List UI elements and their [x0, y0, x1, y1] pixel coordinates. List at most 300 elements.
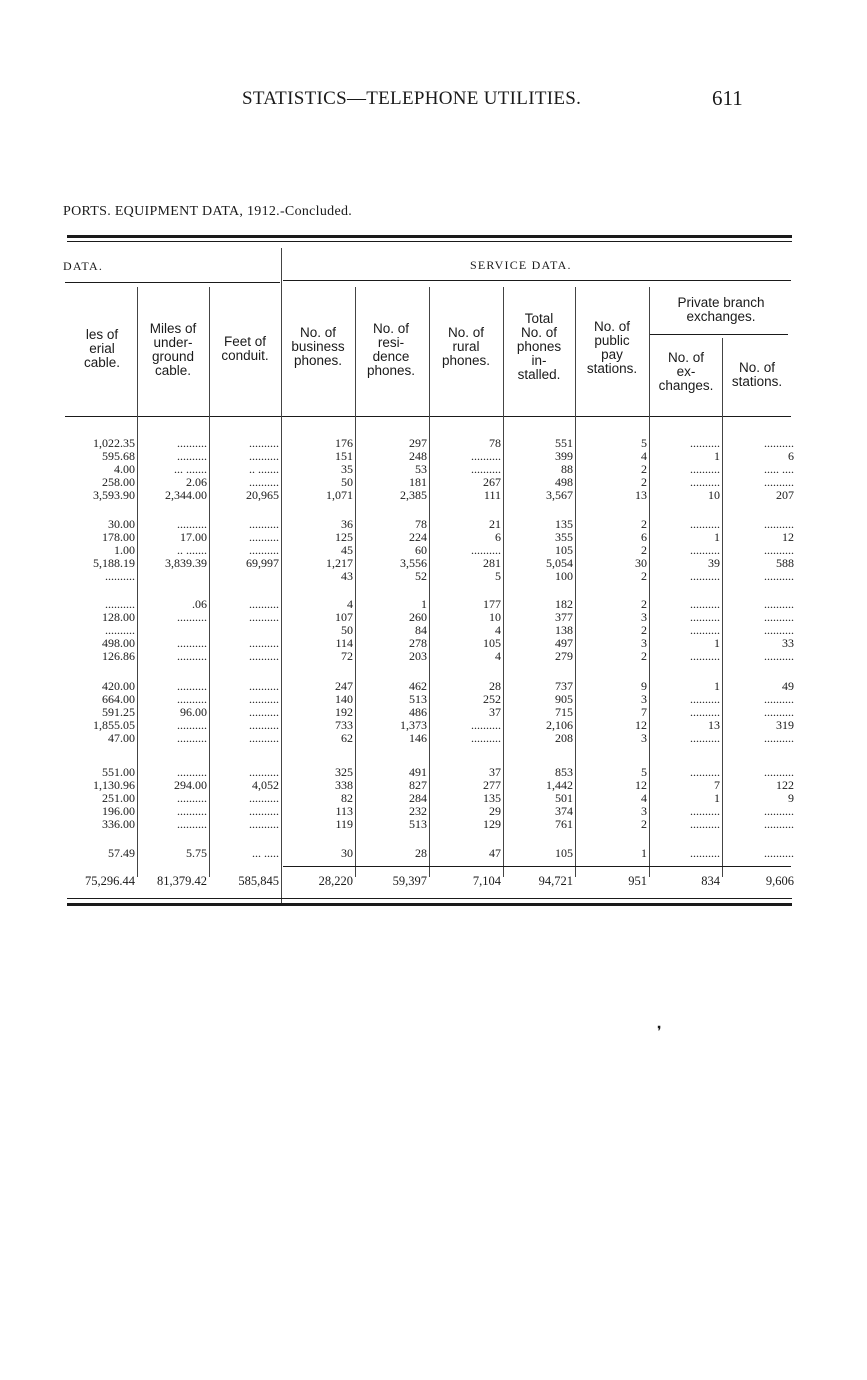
cell-residence-phones: 284 — [409, 791, 427, 805]
total-underground-cable: 81,379.42 — [157, 874, 207, 888]
cell-pay-stations: 2 — [641, 543, 647, 557]
cell-aerial-cable: 5,188.19 — [93, 556, 135, 570]
cell-conduit: ... ..... — [252, 846, 279, 860]
cell-pay-stations: 3 — [641, 692, 647, 706]
cell-underground-cable: 3,839.39 — [165, 556, 207, 570]
cell-pbx-stations: .......... — [764, 610, 794, 624]
cell-aerial-cable: 57.49 — [108, 846, 135, 860]
cell-aerial-cable: 1.00 — [114, 543, 135, 557]
cell-total-phones: 853 — [555, 765, 573, 779]
header-line: Feet of — [223, 334, 267, 349]
header-line: Miles of — [149, 321, 197, 336]
header-line: les of — [85, 327, 119, 342]
cell-total-phones: 2,106 — [546, 718, 573, 732]
cell-aerial-cable: 1,855.05 — [93, 718, 135, 732]
cell-underground-cable: .......... — [177, 610, 207, 624]
cell-pay-stations: 3 — [641, 610, 647, 624]
group-underline-service — [283, 280, 791, 281]
cell-business-phones: 125 — [335, 530, 353, 544]
cell-rural-phones: 6 — [495, 530, 501, 544]
cell-total-phones: 737 — [555, 679, 573, 693]
table-row — [0, 544, 867, 556]
cell-aerial-cable: 1,022.35 — [93, 436, 135, 450]
print-mark: ❜ — [657, 1025, 662, 1040]
cell-conduit: .......... — [249, 692, 279, 706]
cell-pbx-stations: .......... — [764, 804, 794, 818]
cell-underground-cable: ... ....... — [174, 462, 207, 476]
table-row — [0, 598, 867, 610]
cell-business-phones: 113 — [335, 804, 353, 818]
cell-rural-phones: 281 — [483, 556, 501, 570]
cell-business-phones: 107 — [335, 610, 353, 624]
cell-pay-stations: 30 — [635, 556, 647, 570]
cell-underground-cable: .......... — [177, 692, 207, 706]
cell-pbx-exchanges: .......... — [690, 475, 720, 489]
cell-aerial-cable: 251.00 — [102, 791, 135, 805]
cell-total-phones: 374 — [555, 804, 573, 818]
cell-rural-phones: 10 — [489, 610, 501, 624]
header-pbx-exchanges — [650, 351, 722, 393]
cell-aerial-cable: 420.00 — [102, 679, 135, 693]
total-rural-phones: 7,104 — [472, 874, 501, 888]
cell-business-phones: 43 — [341, 569, 353, 583]
cell-pbx-stations: .......... — [764, 597, 794, 611]
cell-aerial-cable: 1,130.96 — [93, 778, 135, 792]
header-line: erial — [89, 341, 115, 356]
cell-pay-stations: 3 — [641, 731, 647, 745]
cell-conduit: .......... — [249, 804, 279, 818]
cell-conduit: .......... — [249, 610, 279, 624]
cell-total-phones: 135 — [555, 517, 573, 531]
cell-conduit: .......... — [249, 543, 279, 557]
header-line: Total — [524, 311, 554, 326]
cell-total-phones: 105 — [555, 543, 573, 557]
table-row — [0, 611, 867, 623]
cell-total-phones: 905 — [555, 692, 573, 706]
total-pay-stations: 951 — [628, 874, 647, 888]
cell-pbx-exchanges: .......... — [690, 610, 720, 624]
cell-conduit: .......... — [249, 817, 279, 831]
cell-pbx-exchanges: 1 — [714, 636, 720, 650]
cell-residence-phones: 1 — [421, 597, 427, 611]
header-line: phones — [516, 339, 562, 354]
cell-aerial-cable: 30.00 — [108, 517, 135, 531]
cell-pbx-stations: .......... — [764, 692, 794, 706]
cell-business-phones: 338 — [335, 778, 353, 792]
bottom-rule-thick — [67, 903, 792, 906]
cell-conduit: 69,997 — [246, 556, 279, 570]
cell-pbx-exchanges: .......... — [690, 846, 720, 860]
total-conduit: 585,845 — [238, 874, 279, 888]
cell-pay-stations: 13 — [635, 488, 647, 502]
table-row — [0, 463, 867, 475]
header-pbx-stations — [722, 361, 792, 389]
header-line: in- — [531, 353, 547, 368]
cell-pbx-exchanges: 7 — [714, 778, 720, 792]
cell-pbx-exchanges: .......... — [690, 817, 720, 831]
cell-rural-phones: .......... — [471, 449, 501, 463]
table-row — [0, 518, 867, 530]
cell-conduit: .......... — [249, 475, 279, 489]
cell-pay-stations: 6 — [641, 530, 647, 544]
cell-rural-phones: 267 — [483, 475, 501, 489]
header-line: under- — [153, 335, 193, 350]
cell-pbx-stations: .......... — [764, 543, 794, 557]
cell-aerial-cable: 551.00 — [102, 765, 135, 779]
cell-underground-cable: .......... — [177, 731, 207, 745]
pbx-header-line-1: Private branch — [677, 295, 765, 310]
header-line: rural — [452, 339, 480, 354]
cell-pbx-exchanges: .......... — [690, 597, 720, 611]
cell-pbx-stations: ..... .... — [764, 462, 794, 476]
cell-pbx-stations: .......... — [764, 817, 794, 831]
cell-residence-phones: 203 — [409, 649, 427, 663]
cell-conduit: .......... — [249, 679, 279, 693]
cell-total-phones: 355 — [555, 530, 573, 544]
cell-underground-cable: .......... — [177, 679, 207, 693]
cell-aerial-cable: 47.00 — [108, 731, 135, 745]
cell-business-phones: 140 — [335, 692, 353, 706]
cell-business-phones: 151 — [335, 449, 353, 463]
cell-rural-phones: 135 — [483, 791, 501, 805]
cell-rural-phones: 111 — [483, 488, 501, 502]
cell-underground-cable: .......... — [177, 649, 207, 663]
cell-rural-phones: 105 — [483, 636, 501, 650]
cell-pay-stations: 5 — [641, 765, 647, 779]
cell-pbx-exchanges: .......... — [690, 692, 720, 706]
table-row — [0, 437, 867, 449]
cell-underground-cable: .. ....... — [177, 543, 207, 557]
cell-residence-phones: 224 — [409, 530, 427, 544]
cell-pay-stations: 1 — [641, 846, 647, 860]
cell-pay-stations: 12 — [635, 718, 647, 732]
header-line: phones. — [366, 363, 416, 378]
cell-pay-stations: 4 — [641, 791, 647, 805]
cell-pbx-exchanges: .......... — [690, 543, 720, 557]
cell-rural-phones: 37 — [489, 705, 501, 719]
table-row — [0, 732, 867, 744]
table-row — [0, 766, 867, 778]
cell-residence-phones: 513 — [409, 692, 427, 706]
group-header-service-data: SERVICE DATA. — [470, 258, 572, 272]
cell-pay-stations: 3 — [641, 804, 647, 818]
cell-pbx-exchanges: .......... — [690, 517, 720, 531]
cell-residence-phones: 2,385 — [400, 488, 427, 502]
header-line: No. of — [299, 325, 337, 340]
cell-aerial-cable: 3,593.90 — [93, 488, 135, 502]
cell-pay-stations: 4 — [641, 449, 647, 463]
cell-pay-stations: 2 — [641, 623, 647, 637]
cell-total-phones: 715 — [555, 705, 573, 719]
cell-conduit: .......... — [249, 649, 279, 663]
cell-rural-phones: .......... — [471, 543, 501, 557]
cell-pay-stations: 12 — [635, 778, 647, 792]
cell-underground-cable: .......... — [177, 804, 207, 818]
cell-pbx-exchanges: 39 — [708, 556, 720, 570]
group-underline-left — [65, 282, 280, 283]
cell-pay-stations: 2 — [641, 517, 647, 531]
cell-total-phones: 3,567 — [546, 488, 573, 502]
cell-conduit: .......... — [249, 597, 279, 611]
cell-rural-phones: 21 — [489, 517, 501, 531]
table-row — [0, 680, 867, 692]
cell-pbx-stations: 49 — [782, 679, 794, 693]
table-row — [0, 624, 867, 636]
pbx-underline — [650, 334, 788, 335]
header-aerial-cable — [66, 328, 138, 370]
cell-pbx-exchanges: .......... — [690, 623, 720, 637]
cell-total-phones: 182 — [555, 597, 573, 611]
cell-rural-phones: 252 — [483, 692, 501, 706]
cell-pbx-stations: .......... — [764, 623, 794, 637]
cell-residence-phones: 60 — [415, 543, 427, 557]
cell-rural-phones: 28 — [489, 679, 501, 693]
cell-residence-phones: 28 — [415, 846, 427, 860]
cell-aerial-cable: 128.00 — [102, 610, 135, 624]
cell-conduit — [209, 624, 279, 636]
cell-conduit: .......... — [249, 718, 279, 732]
header-line: conduit. — [221, 348, 269, 363]
top-rule-thick — [67, 235, 792, 238]
cell-pay-stations: 3 — [641, 636, 647, 650]
running-title: STATISTICS—TELEPHONE UTILITIES. — [242, 88, 582, 109]
cell-residence-phones: 84 — [415, 623, 427, 637]
cell-pbx-stations: 207 — [776, 488, 794, 502]
table-row — [0, 650, 867, 662]
table-row — [0, 693, 867, 705]
cell-total-phones: 551 — [555, 436, 573, 450]
header-line: public — [594, 333, 630, 348]
cell-pbx-exchanges: .......... — [690, 804, 720, 818]
cell-pbx-stations: .......... — [764, 765, 794, 779]
cell-pbx-exchanges: .......... — [690, 462, 720, 476]
cell-conduit: .......... — [249, 530, 279, 544]
cell-underground-cable: 96.00 — [180, 705, 207, 719]
total-pbx-stations: 9,606 — [765, 874, 794, 888]
table-row — [0, 476, 867, 488]
table-row — [0, 847, 867, 859]
table-row — [0, 779, 867, 791]
header-line: phones. — [293, 353, 343, 368]
table-row — [0, 637, 867, 649]
cell-residence-phones: 491 — [409, 765, 427, 779]
header-line: resi- — [377, 335, 405, 350]
cell-pbx-exchanges: 1 — [714, 791, 720, 805]
table-row — [0, 450, 867, 462]
header-line: No. of — [372, 321, 410, 336]
cell-pbx-stations: 588 — [776, 556, 794, 570]
cell-rural-phones: 177 — [483, 597, 501, 611]
cell-aerial-cable: 126.86 — [102, 649, 135, 663]
header-line: No. of — [447, 325, 485, 340]
cell-total-phones: 100 — [555, 569, 573, 583]
header-line: stalled. — [517, 367, 561, 382]
cell-pbx-stations: 122 — [776, 778, 794, 792]
cell-conduit: 4,052 — [252, 778, 279, 792]
cell-conduit: .......... — [249, 791, 279, 805]
cell-residence-phones: 827 — [409, 778, 427, 792]
cell-pay-stations: 2 — [641, 649, 647, 663]
cell-business-phones: 72 — [341, 649, 353, 663]
cell-conduit: 20,965 — [246, 488, 279, 502]
header-public-pay-stations — [575, 320, 649, 376]
cell-total-phones: 208 — [555, 731, 573, 745]
table-caption: PORTS. EQUIPMENT DATA, 1912.-Concluded. — [63, 204, 353, 219]
cell-rural-phones: 47 — [489, 846, 501, 860]
header-line: ex- — [676, 364, 696, 379]
cell-underground-cable: 294.00 — [174, 778, 207, 792]
cell-total-phones: 279 — [555, 649, 573, 663]
cell-business-phones: 176 — [335, 436, 353, 450]
cell-residence-phones: 462 — [409, 679, 427, 693]
cell-rural-phones: 277 — [483, 778, 501, 792]
total-total-phones: 94,721 — [538, 874, 573, 888]
cell-aerial-cable: 336.00 — [102, 817, 135, 831]
total-pbx-exchanges: 834 — [701, 874, 720, 888]
cell-total-phones: 399 — [555, 449, 573, 463]
cell-conduit: .......... — [249, 705, 279, 719]
cell-conduit: .......... — [249, 636, 279, 650]
cell-residence-phones: 232 — [409, 804, 427, 818]
header-business-phones — [282, 326, 354, 368]
cell-pbx-stations: .......... — [764, 705, 794, 719]
cell-total-phones: 105 — [555, 846, 573, 860]
pbx-group-header — [650, 296, 792, 324]
cell-business-phones: 50 — [341, 623, 353, 637]
cell-pbx-stations: .......... — [764, 569, 794, 583]
cell-residence-phones: 486 — [409, 705, 427, 719]
cell-residence-phones: 146 — [409, 731, 427, 745]
header-residence-phones — [355, 322, 427, 378]
cell-pbx-exchanges: .......... — [690, 569, 720, 583]
cell-total-phones: 761 — [555, 817, 573, 831]
cell-underground-cable: .......... — [177, 436, 207, 450]
cell-business-phones: 1,071 — [326, 488, 353, 502]
cell-aerial-cable: 178.00 — [102, 530, 135, 544]
total-aerial-cable: 75,296.44 — [85, 874, 135, 888]
cell-residence-phones: 278 — [409, 636, 427, 650]
header-line: pay — [601, 347, 623, 362]
cell-rural-phones: .......... — [471, 731, 501, 745]
cell-business-phones: 36 — [341, 517, 353, 531]
cell-pbx-stations: .......... — [764, 649, 794, 663]
cell-rural-phones: 4 — [495, 649, 501, 663]
totals-rule — [283, 866, 791, 867]
cell-total-phones: 138 — [555, 623, 573, 637]
cell-underground-cable — [137, 624, 207, 636]
header-rural-phones — [428, 326, 504, 368]
cell-aerial-cable: 591.25 — [102, 705, 135, 719]
header-line: No. of — [520, 325, 558, 340]
cell-aerial-cable: 258.00 — [102, 475, 135, 489]
group-header-data: DATA. — [63, 259, 104, 273]
header-underground-cable — [137, 322, 209, 378]
cell-rural-phones: .......... — [471, 462, 501, 476]
cell-underground-cable: .......... — [177, 517, 207, 531]
cell-business-phones: 733 — [335, 718, 353, 732]
cell-business-phones: 82 — [341, 791, 353, 805]
cell-conduit — [209, 570, 279, 582]
cell-total-phones: 498 — [555, 475, 573, 489]
cell-residence-phones: 513 — [409, 817, 427, 831]
cell-residence-phones: 260 — [409, 610, 427, 624]
cell-pay-stations: 5 — [641, 436, 647, 450]
cell-pbx-stations: .......... — [764, 436, 794, 450]
cell-pbx-stations: .......... — [764, 731, 794, 745]
cell-residence-phones: 181 — [409, 475, 427, 489]
cell-aerial-cable: 664.00 — [102, 692, 135, 706]
cell-underground-cable: 2,344.00 — [165, 488, 207, 502]
header-line: stations. — [731, 374, 783, 389]
cell-business-phones: 45 — [341, 543, 353, 557]
header-line: No. of — [667, 350, 705, 365]
cell-pbx-exchanges: .......... — [690, 649, 720, 663]
table-row — [0, 531, 867, 543]
cell-aerial-cable: 196.00 — [102, 804, 135, 818]
table-row — [0, 489, 867, 501]
cell-total-phones: 497 — [555, 636, 573, 650]
cell-pbx-exchanges: 1 — [714, 679, 720, 693]
cell-business-phones: 114 — [335, 636, 353, 650]
header-line: ground — [151, 349, 195, 364]
cell-business-phones: 119 — [335, 817, 353, 831]
cell-pbx-stations: .......... — [764, 517, 794, 531]
cell-residence-phones: 1,373 — [400, 718, 427, 732]
header-line: business — [291, 339, 345, 354]
page-number: 611 — [712, 86, 743, 110]
cell-underground-cable: .......... — [177, 765, 207, 779]
cell-rural-phones: 78 — [489, 436, 501, 450]
cell-business-phones: 30 — [341, 846, 353, 860]
cell-pay-stations: 2 — [641, 569, 647, 583]
cell-total-phones: 88 — [561, 462, 573, 476]
header-bottom-rule — [65, 416, 791, 417]
cell-pbx-exchanges: 1 — [714, 530, 720, 544]
cell-business-phones: 247 — [335, 679, 353, 693]
total-residence-phones: 59,397 — [392, 874, 427, 888]
cell-conduit: .......... — [249, 731, 279, 745]
cell-conduit: .......... — [249, 436, 279, 450]
cell-pay-stations: 9 — [641, 679, 647, 693]
cell-aerial-cable: .......... — [105, 597, 135, 611]
table-row — [0, 719, 867, 731]
cell-residence-phones: 78 — [415, 517, 427, 531]
cell-aerial-cable: .......... — [105, 623, 135, 637]
cell-pbx-stations: .......... — [764, 846, 794, 860]
cell-total-phones: 1,442 — [546, 778, 573, 792]
cell-pbx-stations: 12 — [782, 530, 794, 544]
header-line: cable. — [83, 355, 121, 370]
cell-pay-stations: 2 — [641, 597, 647, 611]
cell-pbx-exchanges: .......... — [690, 731, 720, 745]
cell-underground-cable: 17.00 — [180, 530, 207, 544]
cell-residence-phones: 248 — [409, 449, 427, 463]
cell-rural-phones: 37 — [489, 765, 501, 779]
table-row — [0, 818, 867, 830]
cell-business-phones: 62 — [341, 731, 353, 745]
cell-business-phones: 50 — [341, 475, 353, 489]
cell-pbx-exchanges: .......... — [690, 765, 720, 779]
cell-business-phones: 192 — [335, 705, 353, 719]
cell-underground-cable: 2.06 — [186, 475, 207, 489]
cell-underground-cable: .......... — [177, 791, 207, 805]
cell-aerial-cable: 4.00 — [114, 462, 135, 476]
top-rule-thin — [67, 241, 792, 242]
cell-pbx-stations: 33 — [782, 636, 794, 650]
header-line: phones. — [441, 353, 491, 368]
header-line: stations. — [586, 361, 638, 376]
cell-pay-stations: 2 — [641, 817, 647, 831]
